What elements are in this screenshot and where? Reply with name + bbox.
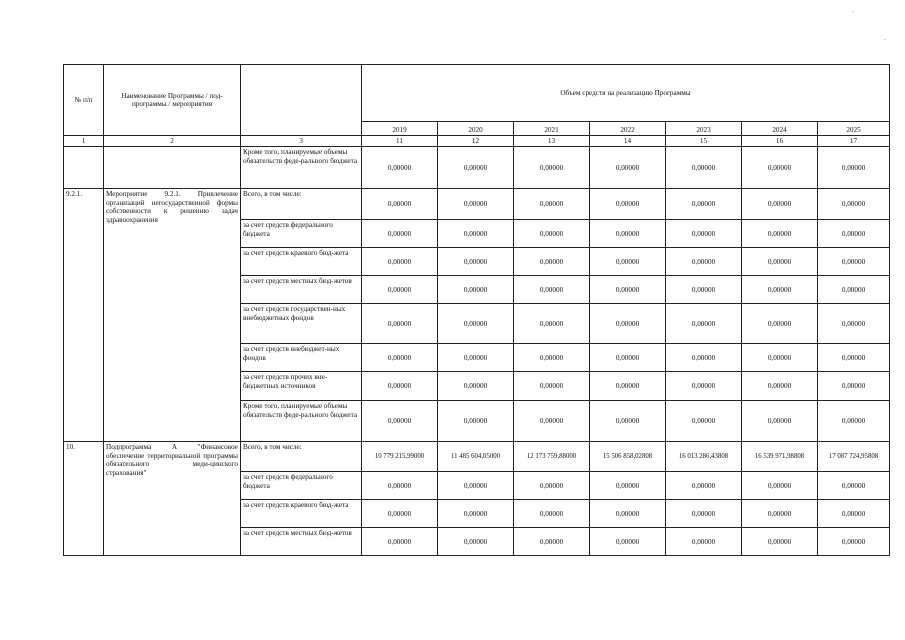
source-label: Всего, в том числе: [241, 442, 362, 472]
value-cell: 0,00000 [818, 220, 890, 248]
col-number: 16 [742, 136, 818, 147]
value-cell: 0,00000 [514, 500, 590, 528]
value-cell: 0,00000 [818, 528, 890, 556]
value-cell: 0,00000 [742, 500, 818, 528]
value-cell: 0,00000 [742, 220, 818, 248]
header-name: Наименование Программы / под-программы / мероприятия [104, 65, 241, 136]
value-cell: 0,00000 [514, 528, 590, 556]
value-cell: 0,00000 [362, 344, 438, 372]
value-cell: 0,00000 [742, 304, 818, 344]
num-cell: 9.2.1. [64, 189, 104, 442]
source-label: за счет средств краевого бюд-жета [241, 500, 362, 528]
value-cell: 0,00000 [362, 147, 438, 189]
value-cell: 0,00000 [514, 472, 590, 500]
value-cell: 0,00000 [590, 147, 666, 189]
col-number: 14 [590, 136, 666, 147]
col-number: 13 [514, 136, 590, 147]
value-cell: 0,00000 [666, 189, 742, 220]
value-cell: 0,00000 [742, 248, 818, 276]
value-cell: 0,00000 [362, 304, 438, 344]
value-cell: 0,00000 [666, 276, 742, 304]
scan-mark: . [884, 34, 886, 42]
budget-table [63, 64, 890, 556]
value-cell: 17 087 724,95808 [818, 442, 890, 472]
scan-mark: · [852, 8, 855, 16]
header-empty [241, 65, 362, 136]
value-cell: 0,00000 [590, 528, 666, 556]
num-cell [64, 147, 104, 189]
value-cell: 0,00000 [666, 147, 742, 189]
value-cell: 0,00000 [742, 189, 818, 220]
year-cell: 2024 [742, 122, 818, 136]
value-cell: 0,00000 [666, 401, 742, 442]
value-cell: 0,00000 [362, 220, 438, 248]
value-cell: 0,00000 [818, 372, 890, 401]
value-cell: 0,00000 [438, 401, 514, 442]
value-cell: 0,00000 [438, 189, 514, 220]
table-row [64, 147, 890, 189]
year-cell: 2020 [438, 122, 514, 136]
col-number: 2 [104, 136, 241, 147]
value-cell: 0,00000 [590, 372, 666, 401]
source-label: Всего, в том числе: [241, 189, 362, 220]
value-cell: 0,00000 [438, 248, 514, 276]
value-cell: 0,00000 [438, 276, 514, 304]
value-cell: 0,00000 [818, 304, 890, 344]
value-cell: 0,00000 [590, 304, 666, 344]
value-cell: 0,00000 [742, 528, 818, 556]
source-label: Кроме того, планируемые объемы обязательств феде-рального бюджета [241, 147, 362, 189]
value-cell: 0,00000 [514, 147, 590, 189]
value-cell: 0,00000 [818, 147, 890, 189]
value-cell: 0,00000 [590, 276, 666, 304]
year-cell: 2022 [590, 122, 666, 136]
value-cell: 0,00000 [666, 248, 742, 276]
source-label: за счет средств государствен-ных внебюджетных фондов [241, 304, 362, 344]
value-cell: 0,00000 [438, 304, 514, 344]
name-cell: Мероприятие 9.2.1. Привлечение организаций негосударственной формы собственности к решению задач здравоохранения [104, 189, 241, 442]
source-label: за счет средств федерального бюджета [241, 220, 362, 248]
value-cell: 11 485 604,05000 [438, 442, 514, 472]
value-cell: 0,00000 [666, 344, 742, 372]
value-cell: 0,00000 [742, 472, 818, 500]
value-cell: 0,00000 [666, 472, 742, 500]
value-cell: 0,00000 [818, 500, 890, 528]
col-number: 11 [362, 136, 438, 147]
value-cell: 0,00000 [514, 248, 590, 276]
value-cell: 0,00000 [742, 401, 818, 442]
year-cell: 2019 [362, 122, 438, 136]
value-cell: 0,00000 [514, 276, 590, 304]
value-cell: 0,00000 [818, 344, 890, 372]
value-cell: 0,00000 [742, 344, 818, 372]
num-cell: 10. [64, 442, 104, 556]
source-label: Кроме того, планируемые объемы обязательств феде-рального бюджета [241, 401, 362, 442]
value-cell: 0,00000 [362, 472, 438, 500]
value-cell: 0,00000 [362, 276, 438, 304]
value-cell: 0,00000 [438, 372, 514, 401]
year-cell: 2025 [818, 122, 890, 136]
value-cell: 0,00000 [590, 500, 666, 528]
name-cell [104, 147, 241, 189]
value-cell: 0,00000 [590, 248, 666, 276]
value-cell: 0,00000 [438, 344, 514, 372]
col-number: 15 [666, 136, 742, 147]
value-cell: 0,00000 [666, 372, 742, 401]
value-cell: 0,00000 [362, 401, 438, 442]
value-cell: 16 539 971,98808 [742, 442, 818, 472]
value-cell: 0,00000 [590, 344, 666, 372]
table-row [64, 189, 890, 220]
source-label: за счет средств прочих вне-бюджетных источников [241, 372, 362, 401]
source-label: за счет средств краевого бюд-жета [241, 248, 362, 276]
value-cell: 0,00000 [362, 528, 438, 556]
value-cell: 0,00000 [590, 220, 666, 248]
value-cell: 0,00000 [514, 401, 590, 442]
value-cell: 0,00000 [666, 528, 742, 556]
value-cell: 0,00000 [514, 220, 590, 248]
col-number: 1 [64, 136, 104, 147]
value-cell: 0,00000 [438, 528, 514, 556]
year-cell: 2023 [666, 122, 742, 136]
value-cell: 0,00000 [438, 500, 514, 528]
value-cell: 0,00000 [590, 472, 666, 500]
value-cell: 0,00000 [818, 276, 890, 304]
value-cell: 0,00000 [438, 147, 514, 189]
value-cell: 0,00000 [818, 248, 890, 276]
value-cell: 0,00000 [438, 220, 514, 248]
source-label: за счет средств федерального бюджета [241, 472, 362, 500]
value-cell: 0,00000 [590, 401, 666, 442]
value-cell: 0,00000 [514, 372, 590, 401]
value-cell: 0,00000 [818, 189, 890, 220]
value-cell: 0,00000 [514, 344, 590, 372]
name-cell: Подпрограмма А "Финансовое обеспечение территориальной программы обязательного меди-цинского страхования" [104, 442, 241, 556]
year-cell: 2021 [514, 122, 590, 136]
value-cell: 0,00000 [818, 401, 890, 442]
source-label: за счет средств внебюджет-ных фондов [241, 344, 362, 372]
source-label: за счет средств местных бюд-жетов [241, 276, 362, 304]
value-cell: 0,00000 [362, 248, 438, 276]
value-cell: 0,00000 [362, 189, 438, 220]
header-volume: Объем средств на реализацию Программы [362, 65, 890, 122]
col-number: 17 [818, 136, 890, 147]
value-cell: 0,00000 [818, 472, 890, 500]
col-number: 3 [241, 136, 362, 147]
value-cell: 15 506 858,02808 [590, 442, 666, 472]
value-cell: 0,00000 [362, 500, 438, 528]
value-cell: 10 779 215,99000 [362, 442, 438, 472]
value-cell: 0,00000 [742, 372, 818, 401]
value-cell: 0,00000 [666, 500, 742, 528]
value-cell: 0,00000 [666, 304, 742, 344]
source-label: за счет средств местных бюд-жетов [241, 528, 362, 556]
value-cell: 0,00000 [590, 189, 666, 220]
value-cell: 0,00000 [438, 472, 514, 500]
value-cell: 0,00000 [514, 304, 590, 344]
value-cell: 0,00000 [362, 372, 438, 401]
value-cell: 0,00000 [742, 276, 818, 304]
value-cell: 0,00000 [742, 147, 818, 189]
value-cell: 0,00000 [514, 189, 590, 220]
header-num: № п/п [64, 65, 104, 136]
col-number: 12 [438, 136, 514, 147]
table-row [64, 442, 890, 472]
value-cell: 12 173 759,88000 [514, 442, 590, 472]
value-cell: 0,00000 [666, 220, 742, 248]
value-cell: 16 013 286,43808 [666, 442, 742, 472]
